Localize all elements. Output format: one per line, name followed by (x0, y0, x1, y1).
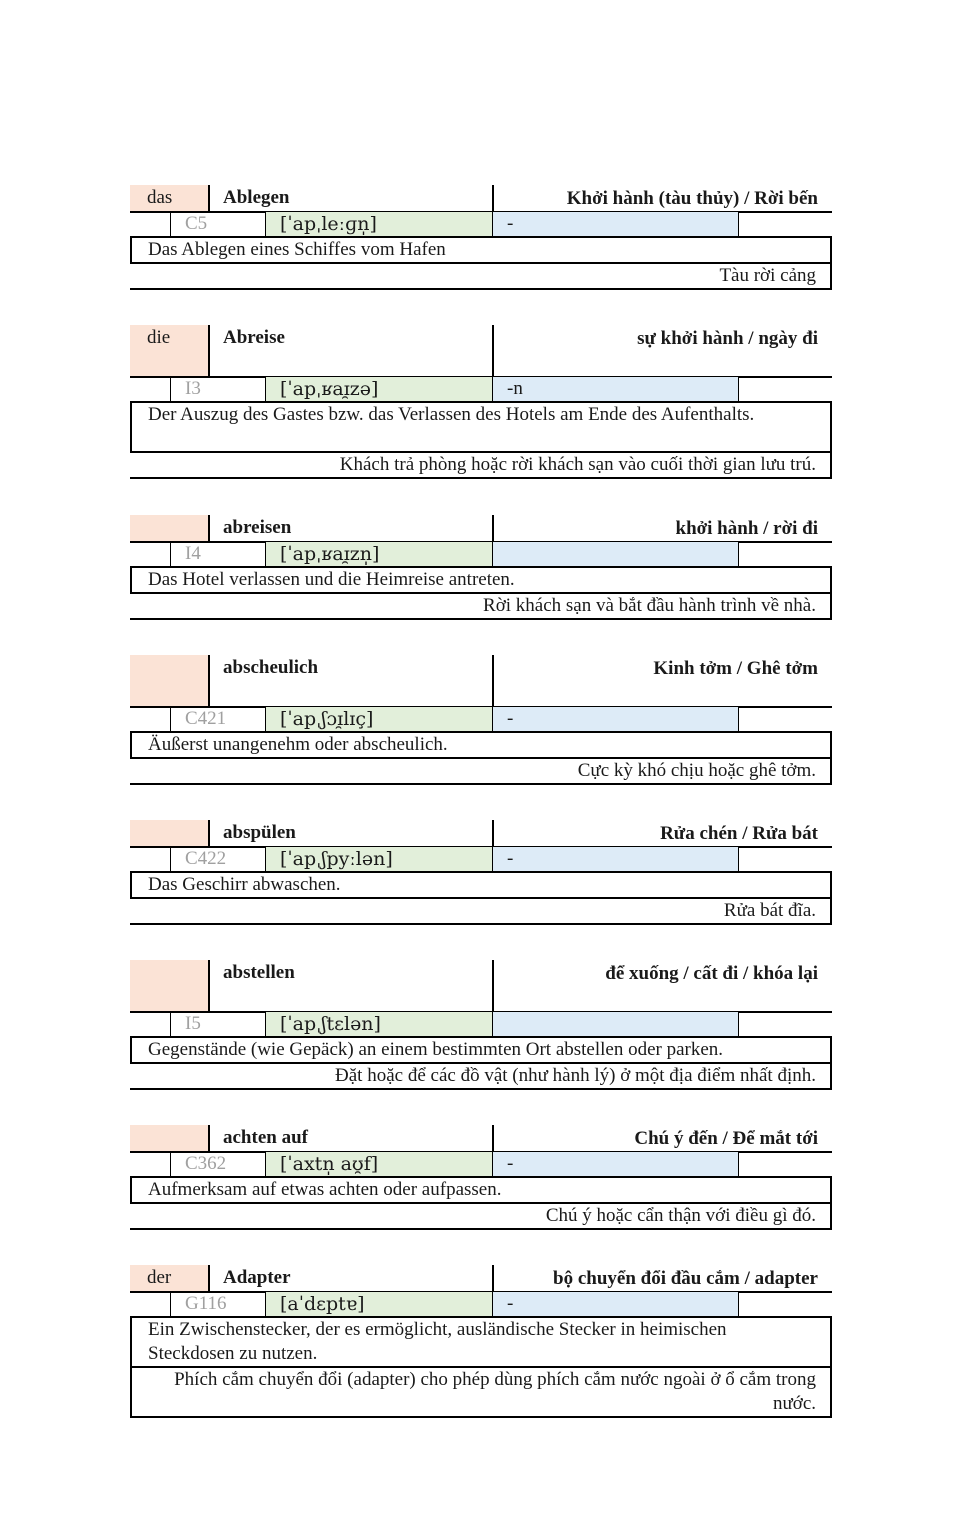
headword: abscheulich (208, 655, 492, 706)
vocab-entry (130, 1125, 832, 1228)
ipa-pronunciation: [aˈdɛptɐ] (265, 1292, 492, 1316)
ipa-pronunciation: [ˈapˌʃɔɪ̯lɪç] (265, 707, 492, 731)
vocab-entry (130, 185, 832, 288)
empty-cell (738, 1152, 832, 1176)
plural-suffix (492, 1012, 738, 1036)
headword: Ablegen (208, 185, 492, 211)
ipa-pronunciation: [ˈapˌʁaɪ̯zn̩] (265, 542, 492, 566)
lesson-code: C422 (170, 847, 265, 871)
ipa-pronunciation: [ˈaxtn̩ aʊ̯f] (265, 1152, 492, 1176)
vocab-entry (130, 515, 832, 618)
lesson-code: G116 (170, 1292, 265, 1316)
definition-de: Gegenstände (wie Gepäck) an einem bestimmten Ort abstellen oder parken. (130, 1037, 832, 1062)
ipa-pronunciation: [ˈapˌʃpyːlən] (265, 847, 492, 871)
headword: abspülen (208, 820, 492, 846)
empty-cell (738, 542, 832, 566)
translation-vi: để xuống / cất đi / khóa lại (492, 960, 832, 1011)
article-cell (130, 960, 208, 1011)
ipa-pronunciation: [ˈapˌʁaɪ̯zə] (265, 377, 492, 401)
vocab-entry (130, 325, 832, 477)
definition-vi: Chú ý hoặc cẩn thận với điều gì đó. (130, 1203, 832, 1228)
definition-vi: Rửa bát đĩa. (130, 898, 832, 923)
translation-vi: khởi hành / rời đi (492, 515, 832, 541)
translation-vi: Kinh tởm / Ghê tởm (492, 655, 832, 706)
definition-vi: Đặt hoặc để các đồ vật (như hành lý) ở một địa điểm nhất định. (130, 1063, 832, 1088)
entry-bottom-rule (130, 618, 832, 620)
definition-de: Ein Zwischenstecker, der es ermöglicht, ausländische Stecker in heimischen Steckdosen zu nutzen. (130, 1317, 832, 1366)
definition-vi: Cực kỳ khó chịu hoặc ghê tởm. (130, 758, 832, 783)
translation-vi: sự khởi hành / ngày đi (492, 325, 832, 376)
plural-suffix: - (492, 1292, 738, 1316)
vocab-entry (130, 960, 832, 1088)
article-cell (130, 515, 208, 541)
empty-cell (738, 1292, 832, 1316)
lesson-code: I5 (170, 1012, 265, 1036)
plural-suffix (492, 542, 738, 566)
article-cell (130, 1125, 208, 1151)
ipa-pronunciation: [ˈapˌʃtɛlən] (265, 1012, 492, 1036)
lesson-code: C421 (170, 707, 265, 731)
entry-bottom-rule (130, 1088, 832, 1090)
translation-vi: Khởi hành (tàu thủy) / Rời bến (492, 185, 832, 211)
lesson-code: C5 (170, 212, 265, 236)
definition-vi: Khách trả phòng hoặc rời khách sạn vào cuối thời gian lưu trú. (130, 452, 832, 477)
entry-bottom-rule (130, 1416, 832, 1418)
plural-suffix: - (492, 212, 738, 236)
empty-cell (738, 212, 832, 236)
translation-vi: Chú ý đến / Để mắt tới (492, 1125, 832, 1151)
definition-de: Das Hotel verlassen und die Heimreise antreten. (130, 567, 832, 592)
translation-vi: bộ chuyển đổi đầu cắm / adapter (492, 1265, 832, 1291)
entry-bottom-rule (130, 923, 832, 925)
headword: Adapter (208, 1265, 492, 1291)
definition-vi: Phích cắm chuyển đổi (adapter) cho phép dùng phích cắm nước ngoài ở ổ cắm trong nước. (130, 1367, 832, 1416)
entry-bottom-rule (130, 288, 832, 290)
headword: achten auf (208, 1125, 492, 1151)
entry-bottom-rule (130, 477, 832, 479)
article-cell (130, 820, 208, 846)
headword: Abreise (208, 325, 492, 376)
headword: abstellen (208, 960, 492, 1011)
empty-cell (738, 1012, 832, 1036)
vocab-entry (130, 655, 832, 783)
article-cell: der (130, 1265, 208, 1291)
vocab-entry (130, 1265, 832, 1416)
definition-de: Äußerst unangenehm oder abscheulich. (130, 732, 832, 757)
lesson-code: I4 (170, 542, 265, 566)
empty-cell (738, 377, 832, 401)
definition-vi: Rời khách sạn và bắt đầu hành trình về nhà. (130, 593, 832, 618)
vocab-entry (130, 820, 832, 923)
article-cell: die (130, 325, 208, 376)
empty-cell (738, 847, 832, 871)
ipa-pronunciation: [ˈapˌleːɡn̩] (265, 212, 492, 236)
plural-suffix: - (492, 707, 738, 731)
lesson-code: C362 (170, 1152, 265, 1176)
empty-cell (738, 707, 832, 731)
definition-de: Das Ablegen eines Schiffes vom Hafen (130, 237, 832, 262)
definition-de: Das Geschirr abwaschen. (130, 872, 832, 897)
article-cell (130, 655, 208, 706)
entry-bottom-rule (130, 783, 832, 785)
plural-suffix: -n (492, 377, 738, 401)
definition-de: Aufmerksam auf etwas achten oder aufpassen. (130, 1177, 832, 1202)
headword: abreisen (208, 515, 492, 541)
translation-vi: Rửa chén / Rửa bát (492, 820, 832, 846)
entry-bottom-rule (130, 1228, 832, 1230)
definition-vi: Tàu rời cảng (130, 263, 832, 288)
definition-de: Der Auszug des Gastes bzw. das Verlassen des Hotels am Ende des Aufenthalts. (130, 402, 832, 451)
plural-suffix: - (492, 847, 738, 871)
lesson-code: I3 (170, 377, 265, 401)
plural-suffix: - (492, 1152, 738, 1176)
article-cell: das (130, 185, 208, 211)
